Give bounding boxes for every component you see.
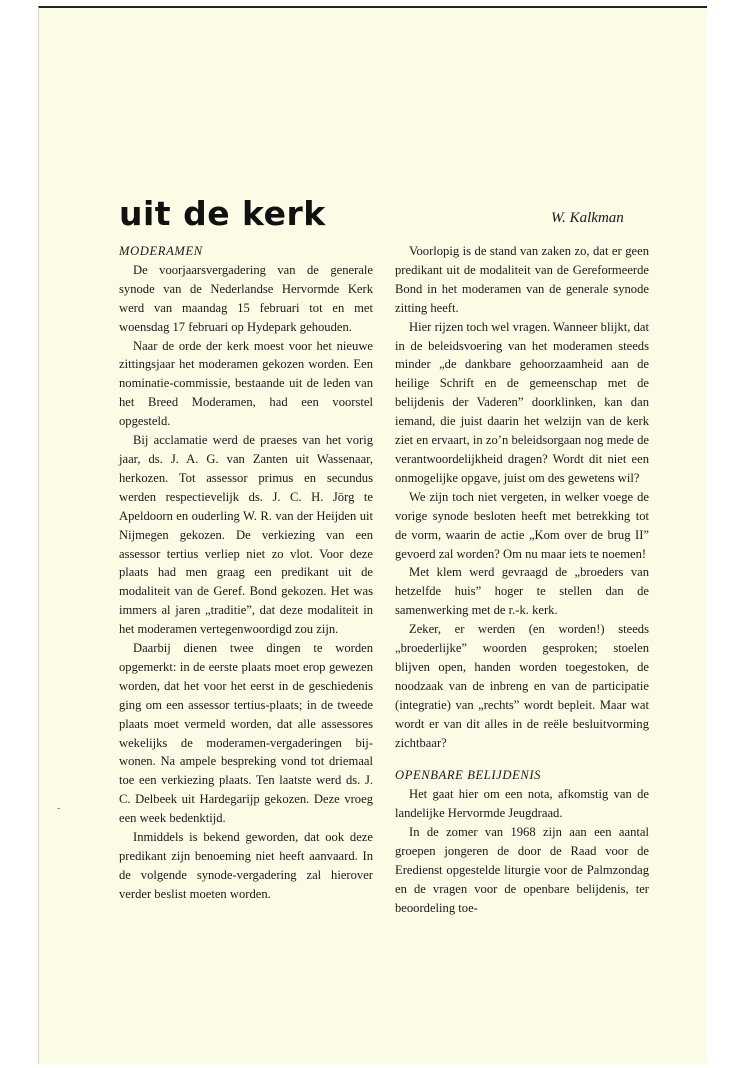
author-name: W. Kalkman — [551, 210, 624, 226]
left-column — [119, 242, 373, 904]
paragraph: Met klem werd gevraagd de „broeders van hetzelfde huis” hoger te stellen dan de samenwerking met de r.-k. kerk. — [395, 565, 649, 618]
margin-mark: - — [57, 803, 61, 814]
paragraph: Bij acclamatie werd de praeses van het vorig jaar, ds. J. A. G. van Zanten uit Wassenaar, herkozen. Tot assessor primus en secundus werden respectievelijk ds. J. C. H. Jörg te Apeldoorn en ouderling W. R. van der Heijden uit Nijmegen gekozen. De verkiezing van een assessor tertius verliep niet zo vlot. Voor deze plaats had men graag een predikant uit de modaliteit van de Geref. Bond gekozen. Het was immers al jaren „traditie”, dat deze modaliteit in het moderamen vertegenwoordigd zou zijn. — [119, 433, 373, 637]
paragraph: Voorlopig is de stand van zaken zo, dat er geen predikant uit de modaliteit van de Gereformeerde Bond in het moderamen van de generale synode zitting heeft. — [395, 244, 649, 315]
section-title: uit de kerk — [119, 194, 326, 233]
paragraph: De voorjaarsvergadering van de generale synode van de Nederlandse Hervormde Kerk werd van maandag 15 februari tot en met woensdag 17 februari op Hydepark gehouden. — [119, 262, 373, 334]
paragraph: We zijn toch niet vergeten, in welker voege de vorige synode besloten heeft met betrekking tot de vorm, waarin de actie „Kom over de brug II” gevoerd zal worden? Om nu maar iets te noemen! — [395, 489, 649, 561]
document-page — [38, 6, 707, 1064]
heading-moderamen: MODERAMEN — [119, 244, 203, 258]
paragraph: Zeker, er werden (en worden!) steeds „broederlijke” woorden gesproken; stoelen blijven open, handen worden toegestoken, de noodzaak van de inbreng en van de participatie (integratie) van „rechts” wordt bepleit. Maar wat wordt er van dit alles in de reële besluitvorming zichtbaar? — [395, 622, 649, 750]
paragraph: In de zomer van 1968 zijn aan een aantal groepen jongeren de door de Raad voor de Eredienst opgestelde liturgie voor de Palmzondag en de vragen voor de openbare belijdenis, ter beoordeling toe- — [395, 825, 649, 915]
paragraph: Naar de orde der kerk moest voor het nieuwe zittingsjaar het moderamen gekozen worden. Een nominatie-commissie, bestaande uit de leden van het Breed Moderamen, had een voorstel opgesteld. — [119, 338, 373, 429]
paragraph: Daarbij dienen twee dingen te worden opgemerkt: in de eerste plaats moet erop gewezen worden, dat het voor het eerst in de geschiedenis ging om een assessor tertius-plaats; in de tweede plaats moet vermeld worden, dat alle assessores wekelijks de moderamen-vergaderingen bijwonen. Na ampele bespreking vond tot driemaal toe een verkiezing plaats. Ten laatste werd ds. J. C. Delbeek uit Hardegarijp gekozen. Deze vroeg een week bedenktijd. — [119, 641, 373, 826]
paragraph: Hier rijzen toch wel vragen. Wanneer blijkt, dat in de beleidsvoering van het moderamen steeds minder „de dankbare gehoorzaamheid aan de heilige Schrift en de gemeenschap met de belijdenis der Vaderen” doorklinken, kan dan iemand, die juist daarin het welzijn van de kerk ziet en ervaart, in zo’n beleidsorgaan nog mede de verantwoordelijkheid dragen? Wordt dit niet een onmogelijke opgave, juist om des gewetens wil? — [395, 319, 649, 485]
section-gap — [395, 752, 649, 766]
paragraph: Het gaat hier om een nota, afkomstig van de landelijke Hervormde Jeugdraad. — [395, 787, 649, 821]
right-column — [395, 242, 649, 918]
paragraph: Inmiddels is bekend geworden, dat ook deze predikant zijn benoeming niet heeft aanvaard. In de volgende synode-vergadering zal hierover verder beslist moeten worden. — [119, 830, 373, 901]
heading-openbare-belijdenis: OPENBARE BELIJDENIS — [395, 768, 542, 783]
